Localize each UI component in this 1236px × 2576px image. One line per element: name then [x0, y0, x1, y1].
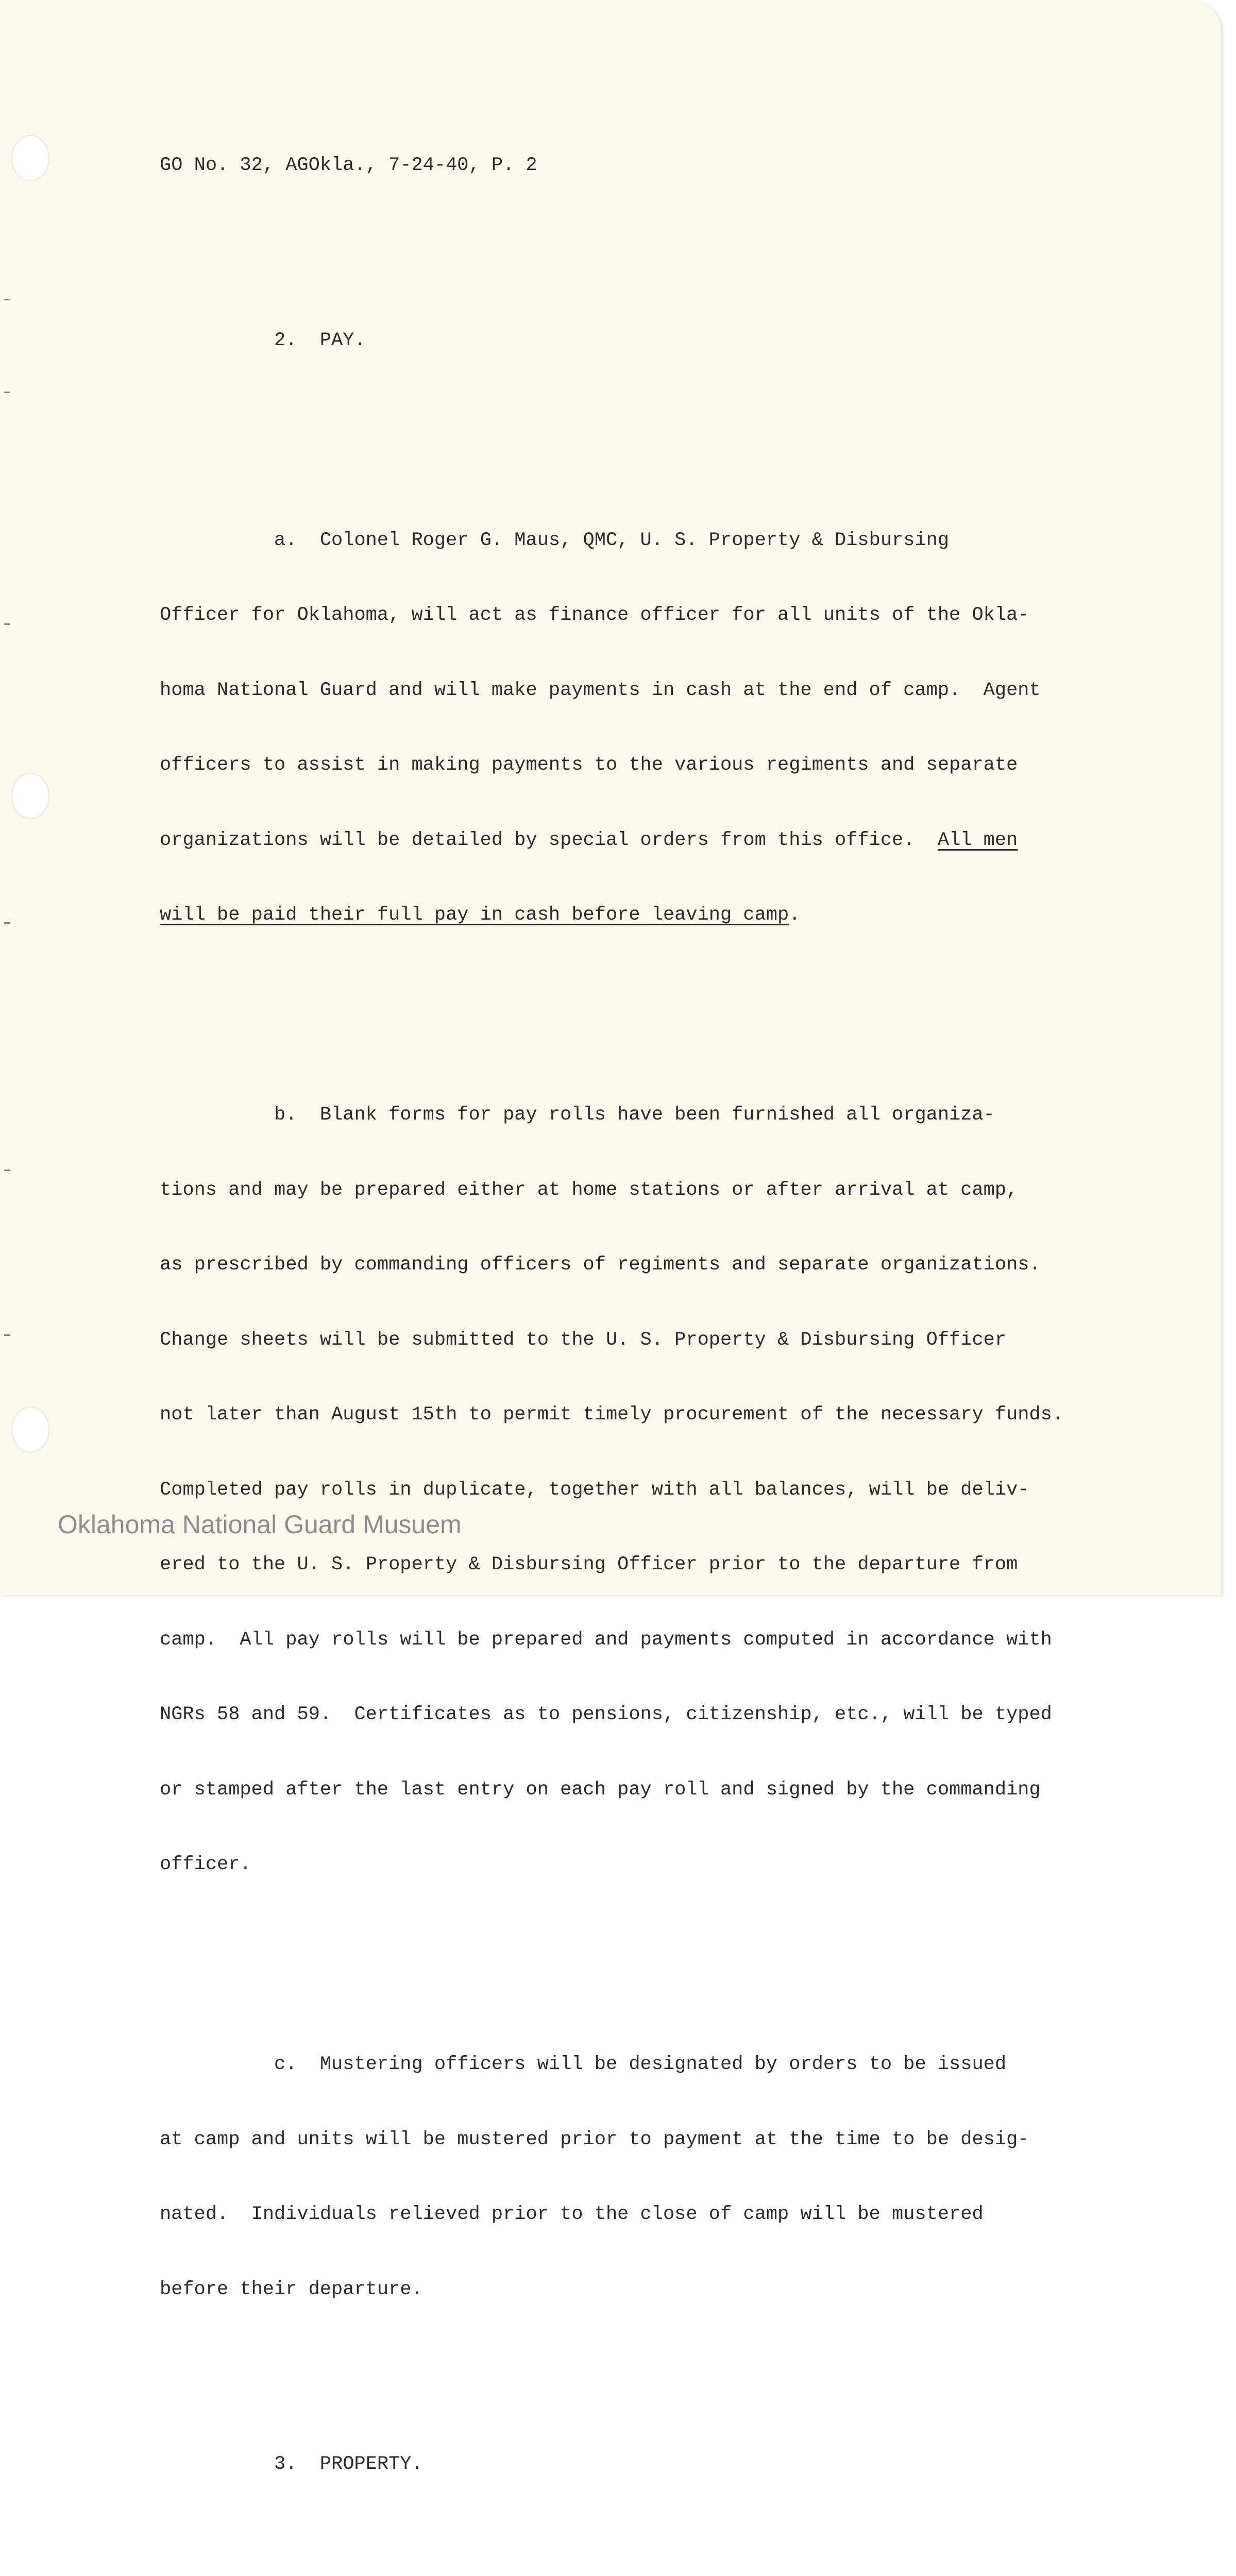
paragraph-line: a. Colonel Roger G. Maus, QMC, U. S. Property & Disbursing	[160, 529, 950, 551]
museum-watermark: Oklahoma National Guard Musuem	[58, 1510, 462, 1539]
paragraph-line: ered to the U. S. Property & Disbursing Officer prior to the departure from	[160, 1554, 1018, 1575]
paragraph-line: c. Mustering officers will be designated by orders to be issued	[160, 2054, 1007, 2075]
paragraph-line: tions and may be prepared either at home stations or after arrival at camp,	[160, 1179, 1018, 1201]
paragraph-line: camp. All pay rolls will be prepared and payments computed in accordance with	[160, 1629, 1052, 1651]
margin-mark	[4, 922, 10, 924]
paragraph-line: at camp and units will be mustered prior to payment at the time to be desig-	[160, 2128, 1029, 2150]
paragraph-line: as prescribed by commanding officers of regiments and separate organizations.	[160, 1254, 1041, 1276]
paragraph-line: Change sheets will be submitted to the U. S. Property & Disbursing Officer	[160, 1329, 1007, 1351]
paragraph-line: Officer for Oklahoma, will act as finance officer for all units of the Okla-	[160, 604, 1029, 626]
margin-mark	[4, 299, 10, 300]
paragraph-line: officers to assist in making payments to the various regiments and separate	[160, 754, 1018, 776]
paragraph-line: officer.	[160, 1854, 251, 1875]
paragraph-line: not later than August 15th to permit timely procurement of the necessary funds.	[160, 1404, 1064, 1426]
paragraph-line: before their departure.	[160, 2278, 423, 2300]
margin-mark	[4, 623, 10, 625]
punch-hole	[11, 135, 49, 181]
punch-hole	[11, 1406, 49, 1453]
paragraph-line: NGRs 58 and 59. Certificates as to pensions, citizenship, etc., will be typed	[160, 1704, 1052, 1725]
document-body	[160, 103, 1149, 2576]
paragraph-line: will be paid their full pay in cash before leaving camp.	[160, 904, 801, 926]
paragraph-line: organizations will be detailed by special orders from this office. All men	[160, 829, 1018, 851]
paragraph-line: Completed pay rolls in duplicate, together with all balances, will be deliv-	[160, 1479, 1029, 1501]
paragraph-line: nated. Individuals relieved prior to the close of camp will be mustered	[160, 2204, 984, 2225]
margin-mark	[4, 1334, 10, 1336]
section-heading-pay: 2. PAY.	[274, 329, 366, 351]
underlined-text: All men	[937, 829, 1018, 851]
underlined-text: will be paid their full pay in cash before leaving camp	[160, 904, 789, 926]
page-header: GO No. 32, AGOkla., 7-24-40, P. 2	[160, 155, 537, 176]
margin-mark	[4, 1170, 10, 1171]
paragraph-line: or stamped after the last entry on each pay roll and signed by the commanding	[160, 1778, 1041, 1801]
margin-mark	[4, 392, 10, 393]
section-heading-property: 3. PROPERTY.	[274, 2453, 423, 2475]
paragraph-line: homa National Guard and will make payments in cash at the end of camp. Agent	[160, 679, 1041, 701]
paragraph-line: b. Blank forms for pay rolls have been furnished all organiza-	[160, 1104, 995, 1126]
punch-hole	[11, 773, 49, 819]
